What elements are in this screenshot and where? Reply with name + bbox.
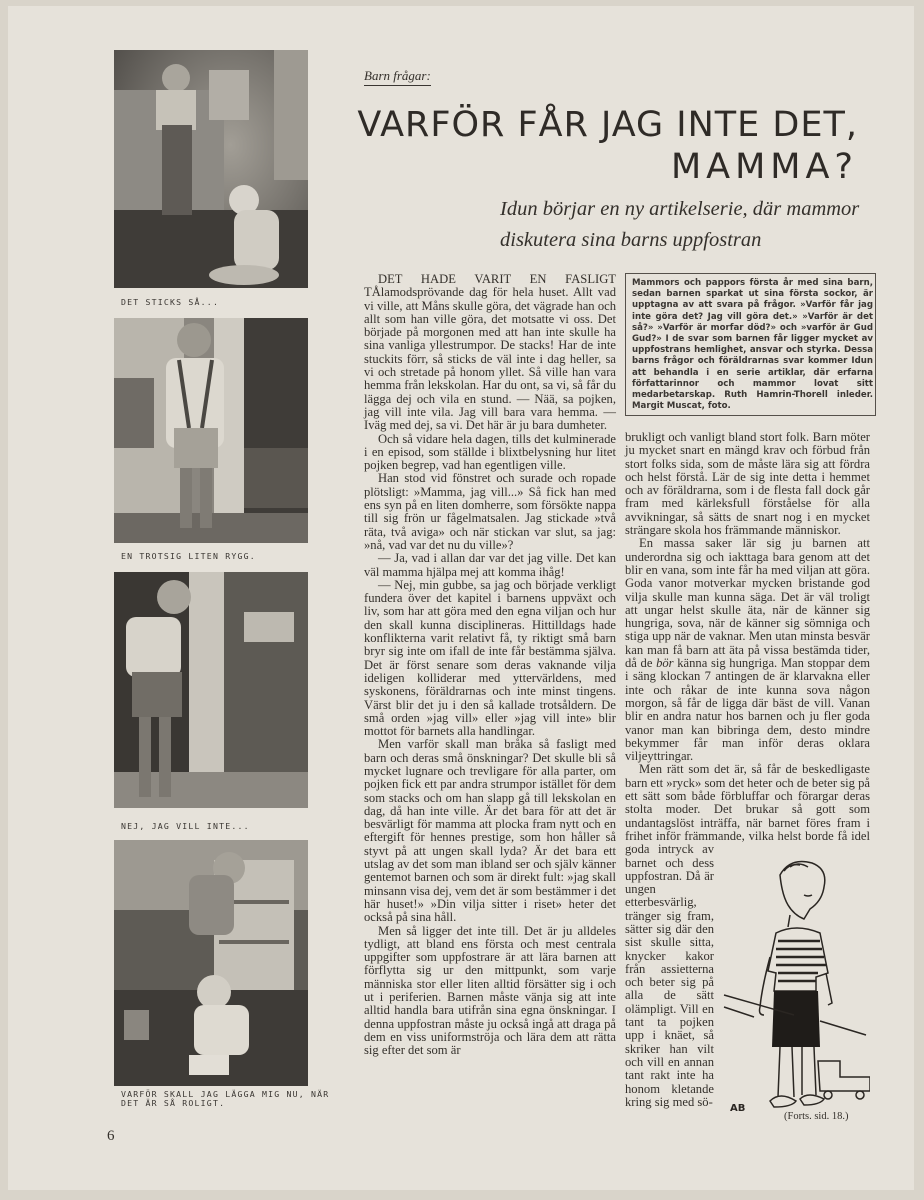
photo-defiant-back (114, 318, 308, 543)
paragraph: brukligt och vanligt bland stort folk. Barn möter ju mycket snart en mängd krav och förbud från stort folks sida, som de måste lära sig att fördra och helst förstå. Lär de sig inte detta i hemmet och av föräldrarna, som i de flesta fall dock går fram med kärleksfull förståelse för alla avvikningar, så sätts de snart nog i en mycket strängare skola hos främmande människor. (625, 430, 870, 538)
subtitle-line-2: diskutera sina barns uppfostran (500, 229, 762, 251)
paragraph: DET HADE VARIT EN FASLIGT TÅlamodsprövande dag för hela huset. Allt vad vi ville, att Måns skulle göra, det vägrade han och allt som han ville göra, det motsatte vi oss. Det började på morgonen med att han inte skulle ha sina vanliga yllestrumpor. De stacks! Har de inte stuckits förr, så sticks de väl inte i dag heller, sa vi och stretade på honom yllet. Så ville han vara hemma från lekskolan. Har du ont, sa vi, så får du lägga dej och vila en stund. — Nää, sa pojken, jag vill inte vila. Jag vill bara vara hemma. — Iväg med dej, sa vi. Det här är ju bara dumheter. (364, 272, 616, 433)
paragraph: Och så vidare hela dagen, tills det kulminerade i en episod, som ställde i blixtbelysning hur litet pojken begrep, vad han egentligen ville. (364, 431, 616, 473)
paragraph: Men så ligger det inte till. Det är ju alldeles tydligt, att bland ens första och mest centrala uppgifter som uppfostrare är att lära barnen att förflytta sig ur den mittpunkt, som varje människa stor eller liten alltid försätter sig i och ut i periferien. Barnen måste vänja sig att inte alltid handla bara utifrån sina egna önskningar. I denna uppfostran måste ju också ingå att draga på dem en viss uniformströja och lära dem att rätta sig efter det som är (364, 923, 616, 1058)
photo-caption: EN TROTSIG LITEN RYGG. (121, 551, 256, 561)
photo-children-stockings (114, 50, 308, 288)
photo-i-dont-want (114, 572, 308, 808)
paragraph: Men varför skall man bråka så fasligt med barn och deras små önskningar? Det skulle bli så mycket lugnare och trevligare för alla parter, om pojken fick ett par andra strumpor istället för dem som stacks och om han slapp gå till lekskolan en dag, då han inte ville. Är det bara för att det är besvärligt för mamma att plocka fram nytt och en eftergift för hennes prestige, som hon håller så styvt på att ungen skall lyda? Är det bara ett utslag av det som man ibland ser och själv känner gentemot barnen och som är direkt fult: »jag skall minsann visa dej, vem det är som bestämmer i det här huset!» »Din vilja sitter i riset» heter det också på sina håll. (364, 737, 616, 925)
continued-note: (Forts. sid. 18.) (784, 1111, 849, 1122)
text-segment: känna sig hungriga. Man stoppar dem i säng klockan 7 antingen de är klarvakna eller inte och råkar de inte kunna sova någon morgon, så får de ligga där bäst de vill. Vanan blir en andra natur hos barnen och ju fler goda vanor man kan bibringa dem, desto mindre bekymmer får man inför deras oklara viljeyttringar. (625, 656, 870, 764)
magazine-page (8, 6, 914, 1190)
photo-image (114, 572, 308, 808)
photo-caption: VARFÖR SKALL JAG LÄGGA MIG NU, NÄR DET ÄR SÅ ROLIGT. (121, 1089, 330, 1108)
article-title (357, 104, 858, 188)
article-subtitle (500, 194, 900, 256)
intro-text: Mammors och pappors första år med sina barn, sedan barnen sparkat ut sina första sockor, är upptagna av att svara på frågor. »Varför får jag inte göra det? Jag vill göra det.» »Varför är det så?» »Varför är morfar död?» och »varför är Gud Gud?» I de svar som barnen får ligger mycket av uppfostrans hemlighet, ansvar och styrka. Dessa barns frågor och föräldrarnas svar kommer Idun att behandla i en serie artiklar, där erfarna författarinnor och mammor lovat sitt medarbetarskap. Ruth Hamrin-Thorell inleder. Margit Muscat, foto. (632, 278, 873, 412)
series-kicker: Barn frågar: (364, 68, 431, 86)
paragraph (625, 537, 870, 763)
photo-caption: NEJ, JAG VILL INTE... (121, 821, 250, 831)
boy-drawing-icon (720, 855, 870, 1117)
photo-image (114, 318, 308, 543)
title-line-1: VARFÖR FÅR JAG INTE DET, (357, 105, 858, 145)
boy-illustration (720, 855, 870, 1117)
body-column-right (625, 431, 870, 1121)
photo-bedtime-play (114, 840, 308, 1086)
photo-image (114, 840, 308, 1086)
text-segment: En massa saker lär sig ju barnen att underordna sig och iakttaga bara genom att det blir en vana, som inte får ha med viljan att göra. Goda vanor motverkar mycken bristande god vilja skulle man kunna säga. Det är väl troligt att ungar helst skulle äta, när de känner sig hungriga, sova, när de känner sig sömniga och stiga upp när de vaknar. Men utan minsta besvär kan man få barn att äta på vissa bestämda tider, då de (625, 536, 870, 671)
paragraph: — Ja, vad i allan dar var det jag ville. Det kan väl mamma hjälpa mej att komma ihåg! (364, 551, 616, 579)
photo-image (114, 50, 308, 288)
paragraph: Men rätt som det är, så får de beskedligaste barn ett »ryck» som det heter och de beter sig på ett sätt som både förbluffar och förargar deras stolta moder. Det brukar så gott som undantagslöst inträffa, när barnet föres fram i frihet inför främmande, vilka helst borde få idel goda intryck av barnet och dess uppfostran. Då är ungen etterbesvärlig, tränger sig fram, sätter sig där den sist skulle sitta, knycker kakor från assietterna och beter sig på alla de sätt olämpligt. Vill en tant ta pojken upp i knäet, så skriker han vilt och vill en annan tant rakt inte ha honom kletande kring sig med sö- (625, 762, 870, 1109)
intro-box (625, 273, 876, 416)
paragraph: — Nej, min gubbe, sa jag och började verkligt fundera över det kapitel i barnens uppväxt och liv, som har att göra med den egna viljan och hur den skall kunna disciplineras. Hittilldags hade konflikterna varit relativt få, ty riktigt små barn bryr sig inte om ifall de inte får bestämma själva. Det är först senare som deras vaknande vilja ideligen kolliderar med yttervärldens, med syskonens, föräldrarnas och inte minst tingens. Värst blir det ju i den så kallade trotsåldern. De små orden »jag vill» eller »jag vill inte» blir mottot för barnets alla handlingar. (364, 577, 616, 739)
subtitle-line-1: Idun börjar en ny artikelserie, där mammor (500, 198, 860, 220)
illustrator-signature: AB (730, 1103, 746, 1114)
page-number: 6 (107, 1128, 115, 1144)
body-column-middle (364, 273, 616, 1058)
emphasis: bör (656, 656, 674, 671)
title-line-2: MAMMA? (670, 147, 858, 187)
paragraph: Han stod vid fönstret och surade och ropade plötsligt: »Mamma, jag vill...» Så fick han med ens syn på en liten domherre, som försökte nappa till sig frön ur fågelmatsalen. Jag stickade »två räta, två aviga» och när stickan var slut, sa jag: »nå, vad var det nu du ville»? (364, 471, 616, 552)
photo-caption: DET STICKS SÅ... (121, 297, 220, 307)
